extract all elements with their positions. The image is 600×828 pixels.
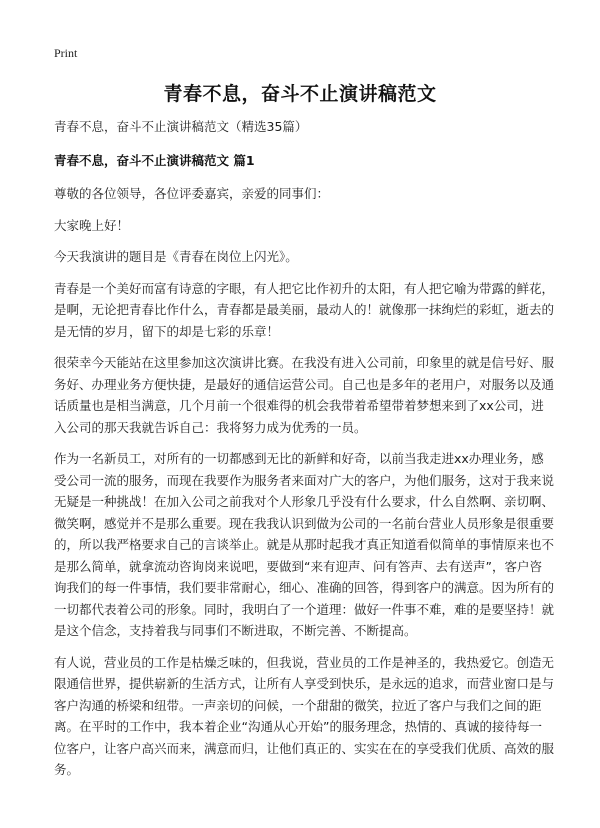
paragraph-salutation: 尊敬的各位领导，各位评委嘉宾，亲爱的同事们： (54, 186, 330, 201)
paragraph-topic: 今天我演讲的题目是《青春在岗位上闪光》。 (54, 249, 298, 264)
paragraph-greeting: 大家晚上好！ (54, 217, 130, 233)
document-subtitle: 青春不息，奋斗不止演讲稿范文（精选35篇） (54, 119, 308, 134)
section-heading: 青春不息，奋斗不止演讲稿范文 篇1 (54, 152, 255, 168)
paragraph-youth: 青春是一个美好而富有诗意的字眼，有人把它比作初升的太阳，有人把它喻为带露的鲜花，是啊，无论把青春比作什么，青春都是最美丽，最动人的！就像那一抹绚烂的彩虹，逝去的是无情的岁月，留下的却是七彩的乐章！ (54, 280, 555, 339)
paragraph-honored: 很荣幸今天能站在这里参加这次演讲比赛。在我没有进入公司前，印象里的就是信号好、服务好、办理业务方便快捷，是最好的通信运营公司。自己也是多年的老用户，对服务以及通话质量也是相当满意，几个月前一个很难得的机会我带着希望带着梦想来到了xx公司，进入公司的那天我就告诉自己：我将努力成为优秀的一员。 (54, 355, 555, 435)
paragraph-new-employee: 作为一名新员工，对所有的一切都感到无比的新鲜和好奇，以前当我走进xx办理业务，感受公司一流的服务，而现在我要作为服务者来面对广大的客户，为他们服务，这对于我来说无疑是一种挑战！在加入公司之前我对个人形象几乎没有什么要求，什么自然啊、亲切啊、微笑啊，感觉并不是那么重要。现在我我认识到做为公司的一名前台营业人员形象是很重要的，所以我严格要求自己的言谈举止。就是从那时起我才真正知道看似简单的事情原来也不是那么简单，就拿流动咨询岗来说吧，要做到“来有迎声、问有答声、去有送声”，客户咨询我们的每一件事情，我们要非常耐心，细心、准确的回答，得到客户的满意。因为所有的一切都代表着公司的形象。同时，我明白了一个道理：做好一件事不难，难的是要坚持！就是这个信念，支持着我与同事们不断进取，不断完善、不断提高。 (54, 451, 555, 638)
paragraph-sales-work: 有人说，营业员的工作是枯燥乏味的，但我说，营业员的工作是神圣的，我热爱它。创造无限通信世界，提供崭新的生活方式，让所有人享受到快乐，是永远的追求，而营业窗口是与客户沟通的桥梁和纽带。一声亲切的问候，一个甜甜的微笑，拉近了客户与我们之间的距离。在平时的工作中，我本着企业“沟通从心开始”的服务理念，热情的、真诚的接待每一位客户，让客户高兴而来，满意而归，让他们真正的、实实在在的享受我们优质、高效的服务。 (54, 654, 555, 777)
print-link[interactable]: Print (54, 46, 78, 60)
document-body (54, 116, 554, 791)
document-title: 青春不息，奋斗不止演讲稿范文 (163, 83, 437, 105)
